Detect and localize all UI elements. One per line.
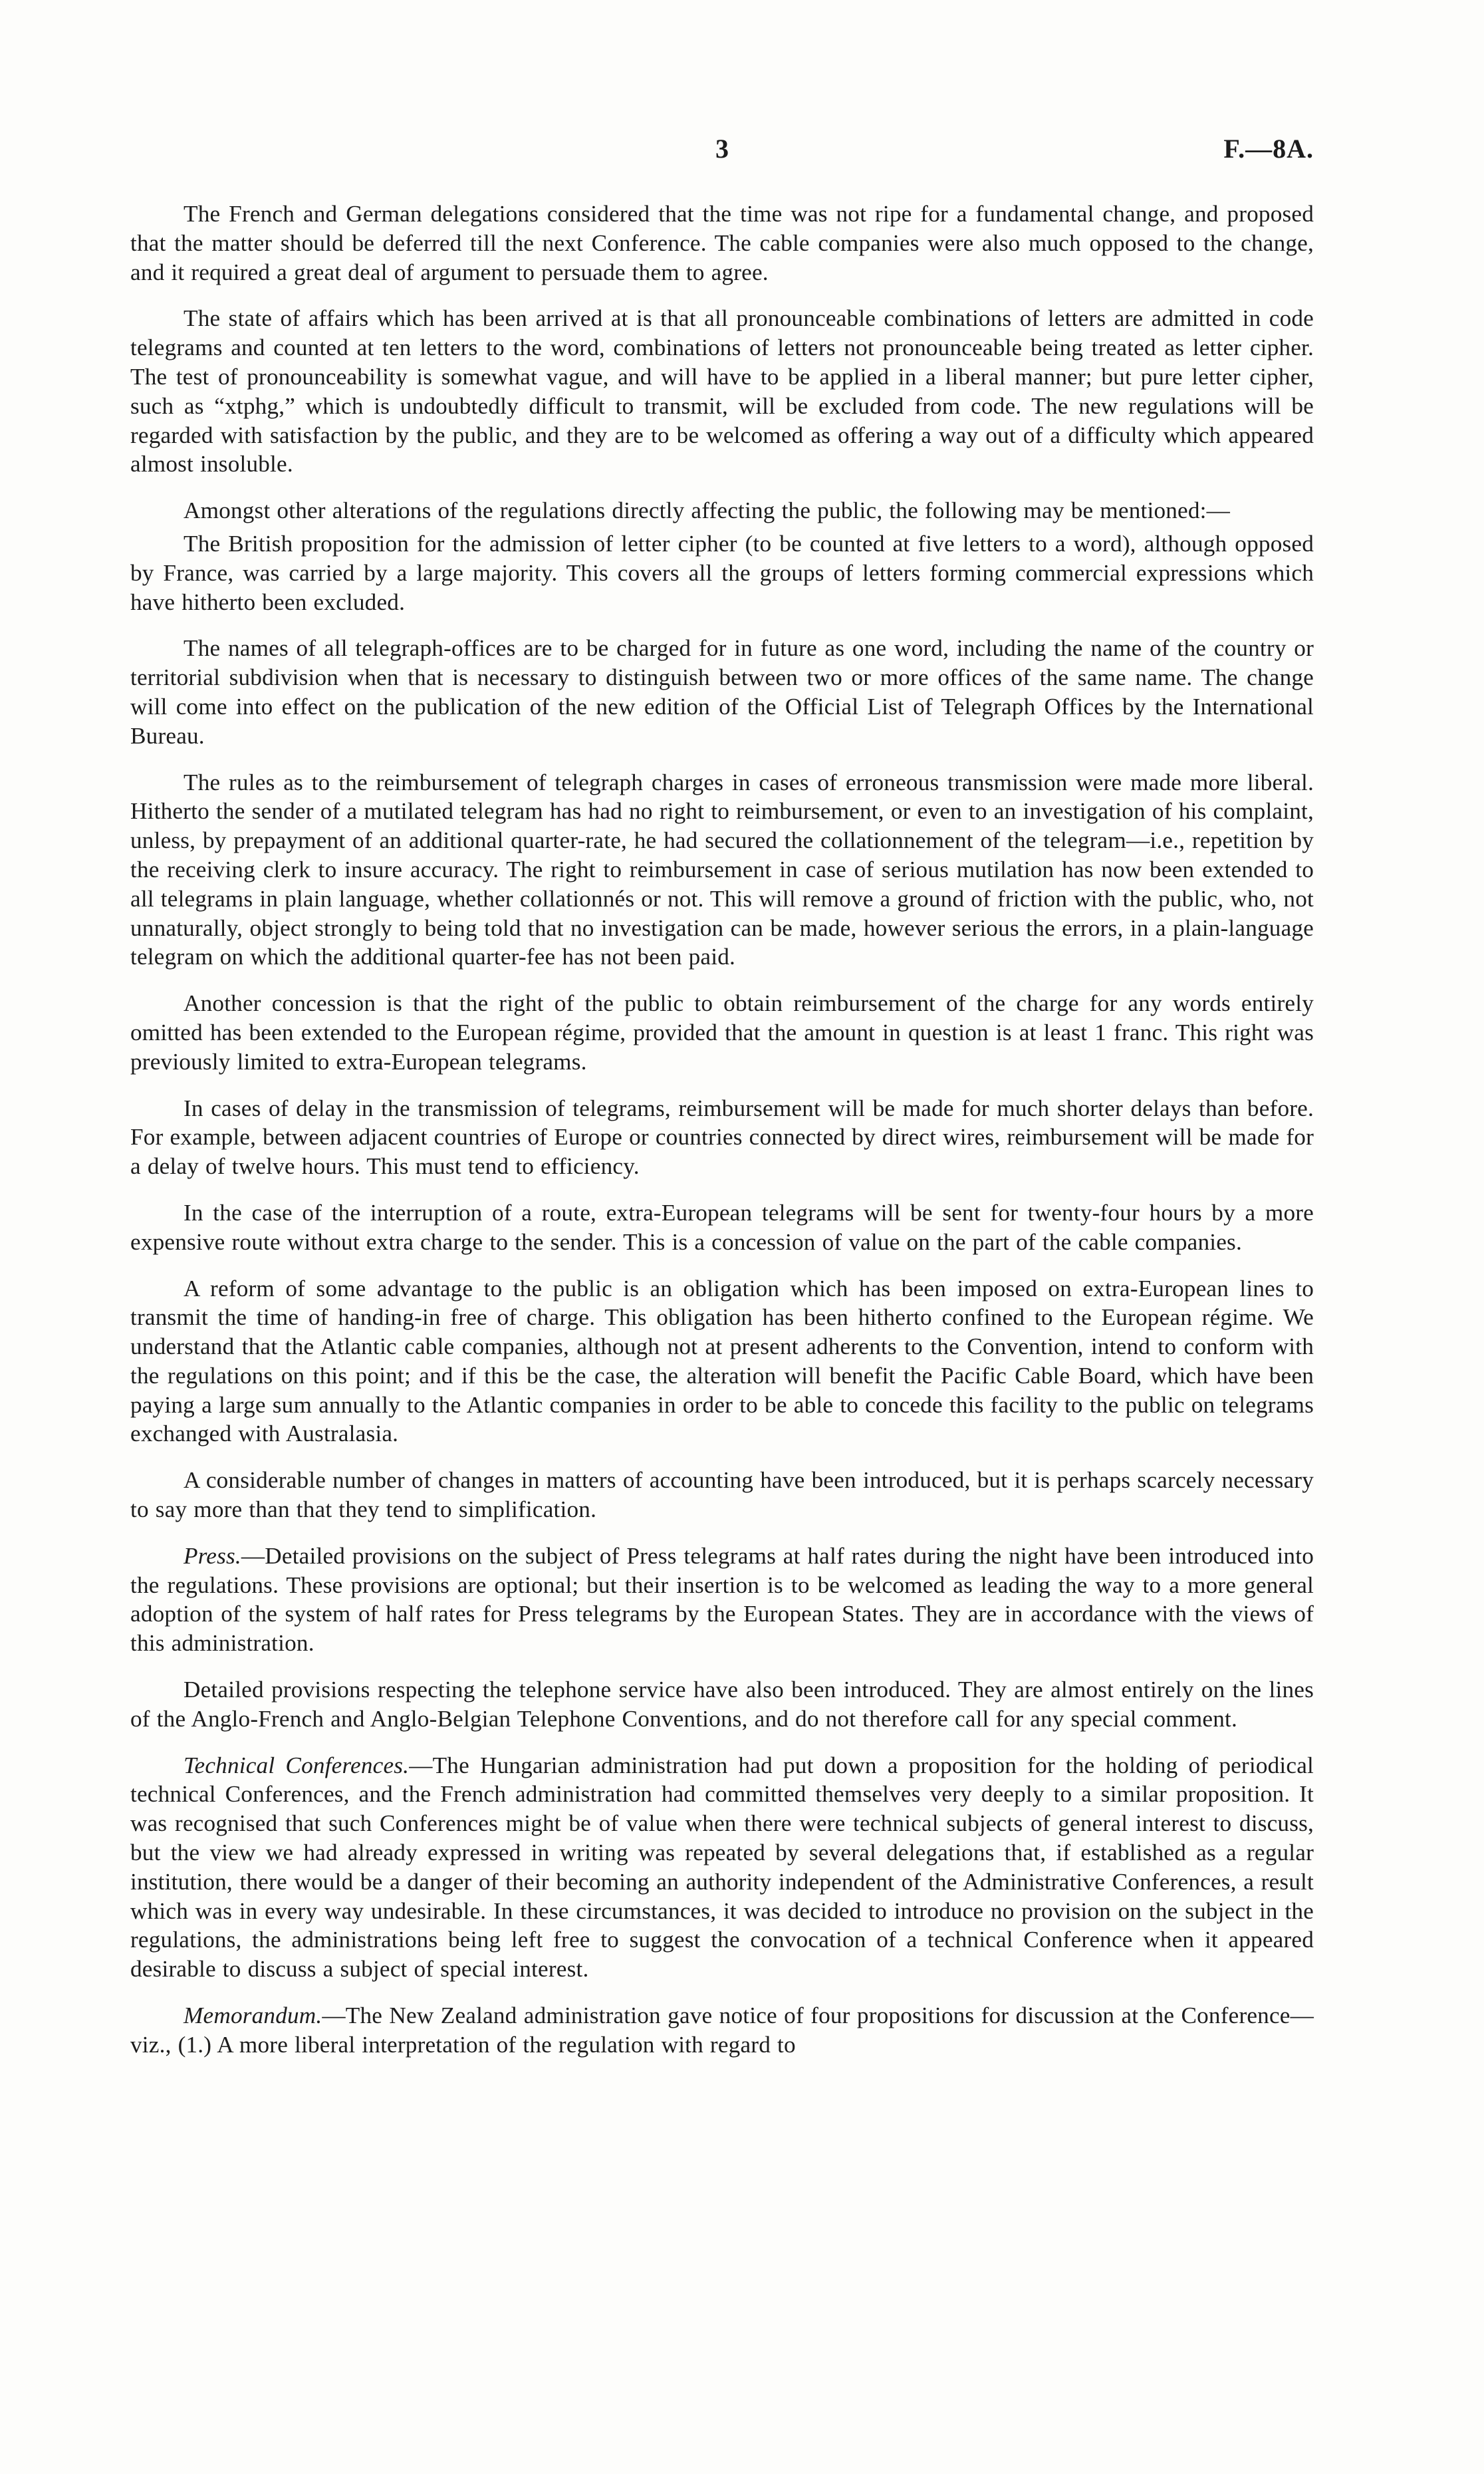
paragraph-9: In the case of the interruption of a route, extra-European telegrams will be sent for twenty-four hours by a more expensive route without extra charge to the sender. This is a concession of value on the part of the cable companies. [130,1199,1314,1255]
paragraph-7: Another concession is that the right of the public to obtain reimbursement of the charge for any words entirely omitted has been extended to the European régime, provided that the amount in question is at least 1 franc. This right was previously limited to extra-European telegrams. [130,990,1314,1075]
section-lead-press: Press. [184,1542,241,1569]
body-text [130,200,1314,2077]
paragraph-11: A considerable number of changes in matters of accounting have been introduced, but it is perhaps scarcely necessary to say more than that they tend to simplification. [130,1467,1314,1523]
paragraph-3: Amongst other alterations of the regulations directly affecting the public, the following may be mentioned:— [184,497,1231,524]
document-reference: F.—8A. [1223,134,1314,164]
paragraph-6: The rules as to the reimbursement of telegraph charges in cases of erroneous transmission were made more liberal. Hitherto the sender of a mutilated telegram has had no right to reimbursement, or even to an investigation of his complaint, unless, by prepayment of an additional quarter-rate, he had secured the collationnement of the telegram—i.e., repetition by the receiving clerk to insure accuracy. The right to reimbursement in case of serious mutilation has now been extended to all telegrams in plain language, whether collationnés or not. This will remove a ground of friction with the public, who, not unnaturally, object strongly to being told that no investigation can be made, however serious the errors, in a plain-language telegram on which the additional quarter-fee has not been paid. [130,769,1314,970]
paragraph-memorandum: Memorandum.—The New Zealand administration gave notice of four propositions for discussion at the Conference—viz., (1.) A more liberal interpretation of the regulation with regard to [130,2002,1314,2058]
page-header [130,133,1314,173]
section-lead-technical-conferences: Technical Conferences. [184,1752,410,1778]
page-number: 3 [715,134,729,164]
paragraph-5: The names of all telegraph-offices are to be charged for in future as one word, including the name of the country or territorial subdivision when that is necessary to distinguish between two or more offices of the same name. The change will come into effect on the publication of the new edition of the Official List of Telegraph Offices by the International Bureau. [130,635,1314,749]
paragraph-10: A reform of some advantage to the public is an obligation which has been imposed on extra-European lines to transmit the time of handing-in free of charge. This obligation has been hitherto confined to the European régime. We understand that the Atlantic cable companies, although not at present adherents to the Convention, intend to conform with the regulations on this point; and if this be the case, the alteration will benefit the Pacific Cable Board, which have been paying a large sum annually to the Atlantic companies in order to be able to concede this facility to the public on telegrams exchanged with Australasia. [130,1275,1314,1447]
paragraph-press: Press.—Detailed provisions on the subject of Press telegrams at half rates during the night have been introduced into the regulations. These provisions are optional; but their insertion is to be welcomed as leading the way to a more general adoption of the system of half rates for Press telegrams by the European States. They are in accordance with the views of this administration. [130,1542,1314,1657]
paragraph-8: In cases of delay in the transmission of telegrams, reimbursement will be made for much shorter delays than before. For example, between adjacent countries of Europe or countries connected by direct wires, reimbursement will be made for a delay of twelve hours. This must tend to efficiency. [130,1095,1314,1180]
paragraph-1: The French and German delegations considered that the time was not ripe for a fundamental change, and proposed that the matter should be deferred till the next Conference. The cable companies were also much opposed to the change, and it required a great deal of argument to persuade them to agree. [130,201,1314,285]
paragraph-2: The state of affairs which has been arrived at is that all pronounceable combinations of letters are admitted in code telegrams and counted at ten letters to the word, combinations of letters not pronounceable being treated as letter cipher. The test of pronounceability is somewhat vague, and will have to be applied in a liberal manner; but pure letter cipher, such as “xtphg,” which is undoubtedly difficult to transmit, will be excluded from code. The new regulations will be regarded with satisfaction by the public, and they are to be welcomed as offering a way out of a difficulty which appeared almost insoluble. [130,305,1314,478]
section-lead-memorandum: Memorandum. [184,2002,322,2029]
paragraph-4: The British proposition for the admission of letter cipher (to be counted at five letters to a word), although opposed by France, was carried by a large majority. This covers all the groups of letters forming commercial expressions which have hitherto been excluded. [130,530,1314,615]
paragraph-technical-conferences: Technical Conferences.—The Hungarian administration had put down a proposition for the holding of periodical technical Conferences, and the French administration had committed themselves very deeply to a similar proposition. It was recognised that such Conferences might be of value when there were technical subjects of general interest to discuss, but the view we had already expressed in writing was repeated by several delegations that, if established as a regular institution, there would be a danger of their becoming an authority independent of the Administrative Conferences, a result which was in every way undesirable. In these circumstances, it was decided to introduce no provision on the subject in the regulations, the administrations being left free to suggest the convocation of a technical Conference when it appeared desirable to discuss a subject of special interest. [130,1752,1314,1983]
paragraph-13: Detailed provisions respecting the telephone service have also been introduced. They are almost entirely on the lines of the Anglo-French and Anglo-Belgian Telephone Conventions, and do not therefore call for any special comment. [130,1677,1314,1732]
